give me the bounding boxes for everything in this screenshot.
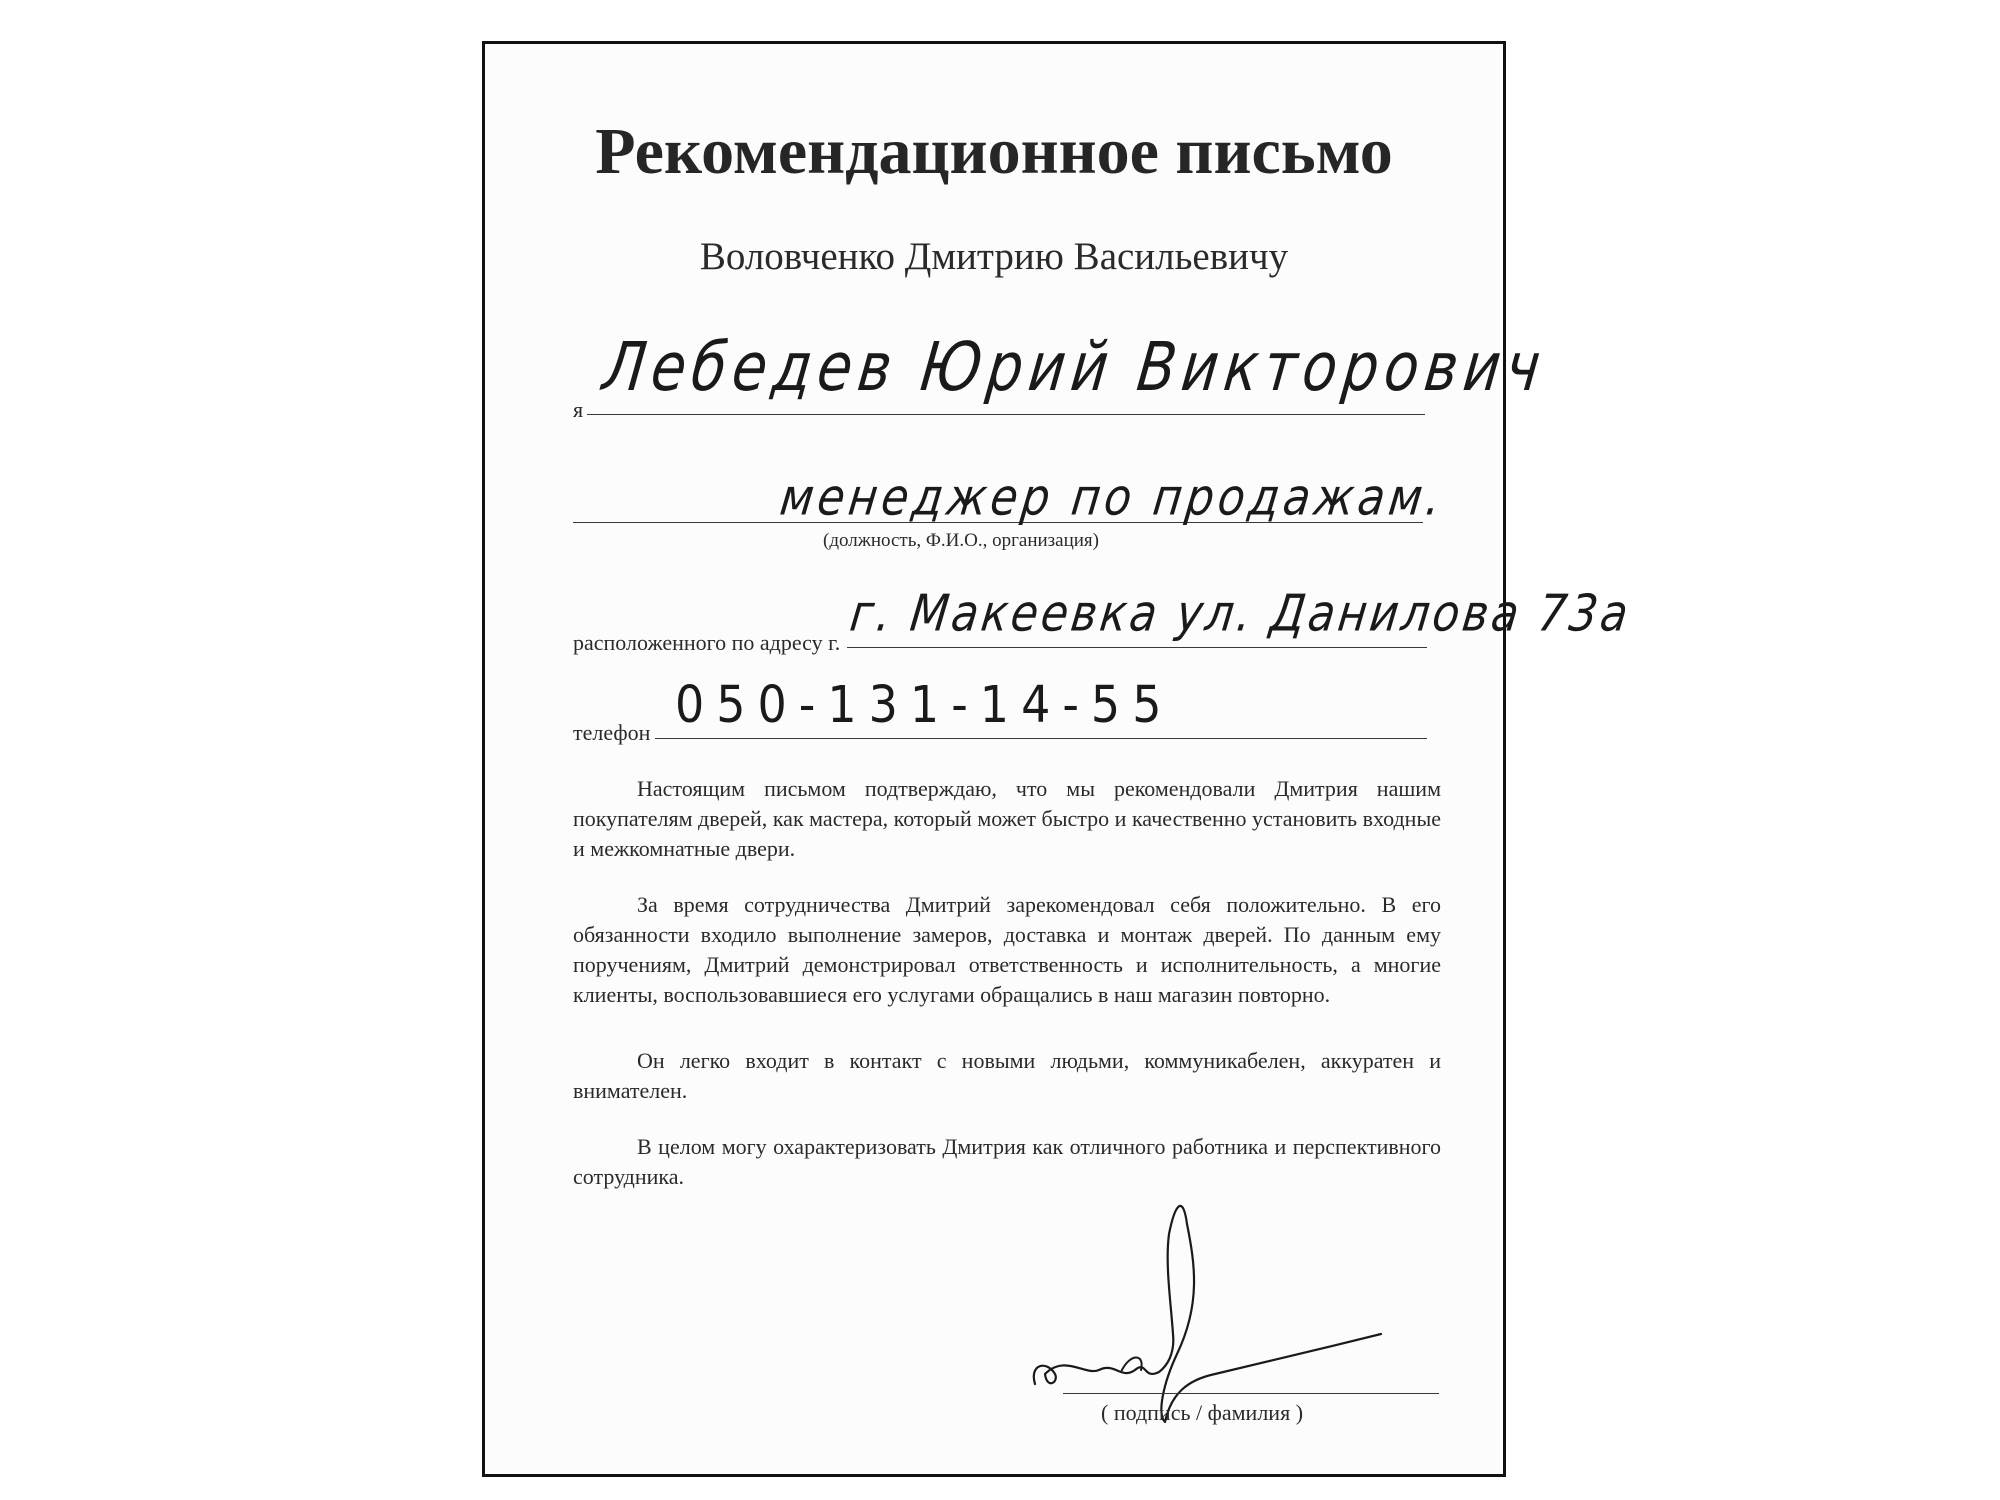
letter-sheet xyxy=(482,41,1635,1477)
signature-caption: ( подпись / фамилия ) xyxy=(1101,1400,1304,1425)
name-line xyxy=(587,414,1425,415)
signature-drawing xyxy=(1025,1184,1425,1424)
paragraph-1: Настоящим письмом подтверждаю, что мы рекомендовали Дмитрия нашим покупателям дверей, как мастера, который может быстро и качественно установить входные и межкомнатные двери. xyxy=(573,776,1441,861)
signature-line xyxy=(1063,1393,1439,1394)
paragraph-3: Он легко входит в контакт с новыми людьми, коммуникабелен, аккуратен и внимателен. xyxy=(573,1048,1441,1103)
address-line xyxy=(847,647,1427,648)
position-caption: (должность, Ф.И.О., организация) xyxy=(823,530,1100,551)
i-label: я xyxy=(573,397,584,422)
phone-line xyxy=(655,738,1427,739)
phone-label: телефон xyxy=(573,720,651,745)
recipient-name: Воловченко Дмитрию Васильевичу xyxy=(699,235,1289,278)
paragraph-4: В целом могу охарактеризовать Дмитрия как отличного работника и перспективного сотрудника. xyxy=(573,1134,1441,1189)
handwritten-name: Лебедев Юрий Викторович xyxy=(599,329,1551,407)
paragraph-2: За время сотрудничества Дмитрий зарекомендовал себя положительно. В его обязанности входило выполнение замеров, доставка и монтаж дверей. По данным ему поручениям, Дмитрий демонстрировал ответственность и исполнительность, а многие клиенты, воспользовавшиеся его услугами обращались в наш магазин повторно. xyxy=(573,892,1441,1007)
address-label: расположенного по адресу г. xyxy=(573,630,841,655)
letter-title: Рекомендационное письмо xyxy=(595,115,1393,188)
handwritten-address: г. Макеевка ул. Данилова 73а xyxy=(847,584,1635,643)
handwritten-position: менеджер по продажам. xyxy=(777,468,1448,527)
handwritten-phone: 050-131-14-55 xyxy=(675,674,1174,734)
